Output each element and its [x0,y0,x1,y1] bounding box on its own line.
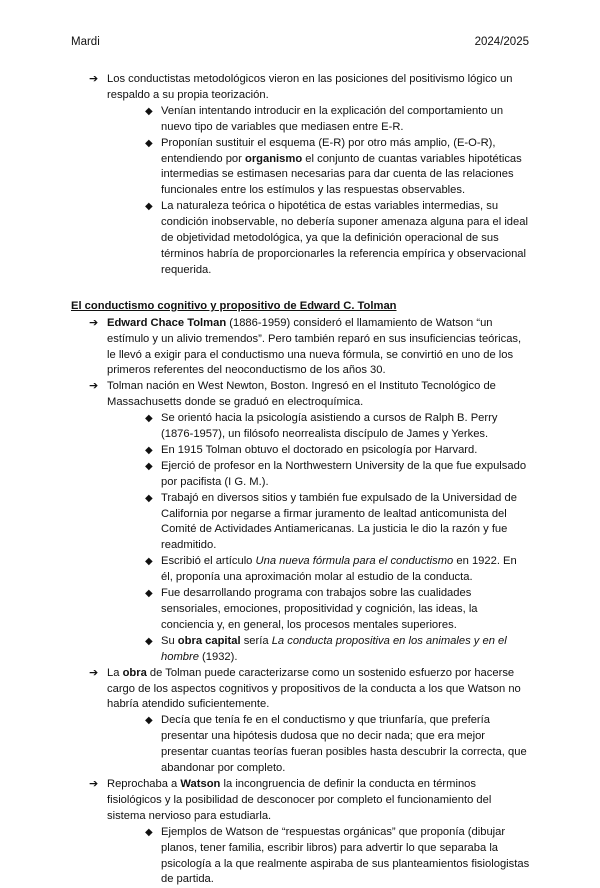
list-item-text: Tolman nación en West Newton, Boston. Ingresó en el Instituto Tecnológico de Massachusetts donde se graduó en electroquímica. [107,380,496,409]
sub-list-item [143,586,531,634]
sub-list-item [143,459,531,491]
diamond-bullet-icon: ◆ [145,460,153,472]
list-item-text: Los conductistas metodológicos vieron en las posiciones del positivismo lógico un respaldo a su propia teorización. [107,73,513,101]
diamond-bullet-icon: ◆ [145,635,153,647]
diamond-bullet-icon: ◆ [145,105,153,117]
sub-item-text: En 1915 Tolman obtuvo el doctorado en psicología por Harvard. [161,443,478,456]
sub-list-item [143,554,531,586]
arrow-bullet-icon: ➔ [89,380,99,393]
sub-item-text: Proponían sustituir el esquema (E-R) por otro más amplio, (E-O-R), entendiendo por [161,136,496,165]
bold-term: Edward Chace Tolman [107,316,227,329]
list-item [71,379,531,665]
diamond-bullet-icon: ◆ [145,556,153,568]
list-item [71,72,531,279]
bold-term: obra [122,666,147,679]
italic-title: La conducta propositiva en los animales y en el hombre [161,634,507,663]
sub-list [107,713,531,777]
diamond-bullet-icon: ◆ [145,588,153,600]
diamond-bullet-icon: ◆ [145,715,153,727]
sub-list [107,104,531,279]
list-item [71,316,531,380]
list-item [71,666,531,777]
sub-list-item [143,443,531,459]
diamond-bullet-icon: ◆ [145,826,153,838]
diamond-bullet-icon: ◆ [145,201,153,213]
sub-item-text: Se orientó hacia la psicología asistiendo a cursos de Ralph B. Perry (1876-1957), un filósofo neorrealista discípulo de James y Yerkes. [161,412,498,441]
header-course: Mardi [71,36,100,48]
document-body [71,72,531,888]
sub-item-text: Escribió el artículo [161,555,256,568]
bold-term: obra capital [177,634,241,647]
sub-list [107,411,531,666]
diamond-bullet-icon: ◆ [145,137,153,149]
sub-list-item [143,136,531,200]
header-year: 2024/2025 [474,36,529,48]
list-item-text: (1886-1959) consideró el llamamiento de Watson “un estímulo y un alivio tremendos”. Pero también reparó en sus insuficiencias teóricas, le llevó a exigir para el conductismo una nueva fórmula, se convirtió en uno de los primeros referentes del neoconductismo de los años 30. [107,316,522,377]
list-item-text: La [107,666,123,679]
sub-list-item [143,411,531,443]
sub-item-text: Trabajó en diversos sitios y también fue expulsado de la Universidad de California por negarse a firmar juramento de lealtad anticomunista del Comité de Actividades Antiamericanas. La justicia le dio la razón y fue readmitido. [161,491,517,552]
sub-item-text: La naturaleza teórica o hipotética de estas variables intermedias, su condición inobservable, no debería suponer amenaza alguna para el ideal de objetividad metodológica, ya que la definición operacional de sus términos habría de proporcionarles la referencia empírica y observacional requerida. [161,200,528,276]
sub-item-text: sería [240,634,272,647]
sub-list [107,825,531,888]
arrow-bullet-icon: ➔ [89,316,99,329]
sub-item-text: Decía que tenía fe en el conductismo y que triunfaría, que prefería presentar una hipótesis dudosa que no decir nada; que era mejor presentar cuantas teorías fueran posibles hasta descubrir la correcta, que abandonar por completo. [161,714,527,775]
list-item [71,777,531,888]
sub-list-item [143,825,531,888]
diamond-bullet-icon: ◆ [145,413,153,425]
bullet-list-2 [71,316,531,888]
bold-term: organismo [244,152,303,165]
sub-item-text: Su [161,634,178,647]
sub-item-text: (1932). [198,650,238,663]
diamond-bullet-icon: ◆ [145,444,153,456]
list-item-text: la incongruencia de definir la conducta en términos fisiológicos y la posibilidad de desconocer por completo el funcionamiento del sistema nervioso para estudiarla. [107,777,492,822]
list-item-text: de Tolman puede caracterizarse como un sostenido esfuerzo por hacerse cargo de los aspectos cognitivos y propositivos de la conducta a los que Watson no habría atendido suficientemente. [107,666,521,711]
sub-item-text: Ejerció de profesor en la Northwestern University de la que fue expulsado por pacifista (I G. M.). [161,459,527,488]
arrow-bullet-icon: ➔ [89,73,99,85]
italic-title: Una nueva fórmula para el conductismo [255,555,454,568]
sub-item-text: Venían intentando introducir en la explicación del comportamiento un nuevo tipo de variables que mediasen entre E-R. [161,104,504,133]
spacer [71,279,531,293]
sub-list-item [143,713,531,777]
sub-item-text: el conjunto de cuantas variables hipotéticas intermedias se estimasen necesarias para dar cuenta de las relaciones funcionales entre los estímulos y las respuestas observables. [161,152,522,197]
sub-item-text: Ejemplos de Watson de “respuestas orgánicas” que proponía (dibujar planos, tener familia, escribir libros) para advertir lo que separaba la psicología a la que realmente aspiraba de sus planteamientos fisiologistas de partida. [161,825,530,886]
section-title: El conductismo cognitivo y propositivo de Edward C. Tolman [71,299,397,312]
diamond-bullet-icon: ◆ [145,492,153,504]
arrow-bullet-icon: ➔ [89,777,99,790]
sub-item-text: en 1922. En él, proponía una aproximación molar al estudio de la conducta. [161,555,517,584]
arrow-bullet-icon: ➔ [89,666,99,679]
bullet-list-1 [71,72,531,279]
list-item-text: Reprochaba a [107,777,181,790]
bold-term: Watson [180,777,221,790]
sub-list-item [143,199,531,279]
sub-list-item [143,491,531,555]
sub-item-text: Fue desarrollando programa con trabajos sobre las cualidades sensoriales, emociones, propositividad y cognición, las ideas, la conciencia y, en general, los procesos mentales superiores. [161,587,478,631]
sub-list-item [143,104,531,136]
sub-list-item [143,634,531,666]
